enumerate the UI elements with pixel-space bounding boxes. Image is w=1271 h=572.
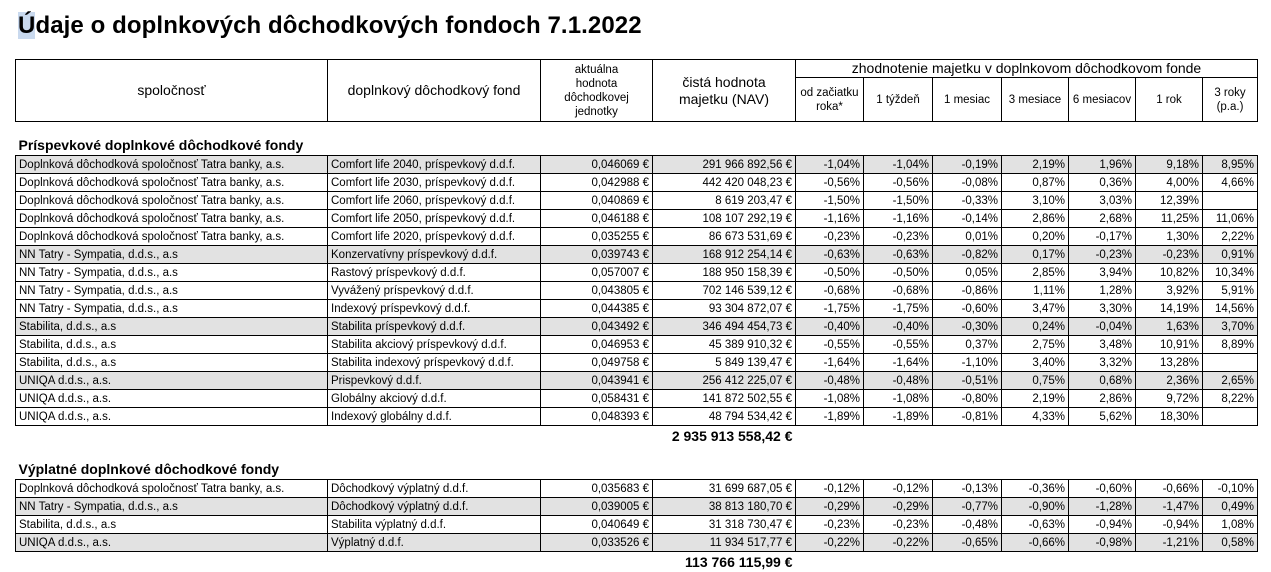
table-row: [16, 534, 1258, 552]
cell-1m: -0,19%: [933, 156, 1002, 174]
cell-3y: 3,70%: [1203, 318, 1258, 336]
cell-1w: -0,23%: [864, 228, 933, 246]
header-period: 1 rok: [1136, 78, 1203, 122]
cell-company: UNIQA d.d.s., a.s.: [16, 372, 328, 390]
cell-fund: Comfort life 2060, príspevkový d.d.f.: [328, 192, 541, 210]
cell-6m: 2,68%: [1069, 210, 1136, 228]
header-unit-value: aktuálna hodnota dôchodkovej jednotky: [541, 60, 653, 122]
cell-3y: 14,56%: [1203, 300, 1258, 318]
cell-unit-value: 0,049758 €: [541, 354, 653, 372]
cell-fund: Stabilita indexový príspevkový d.d.f.: [328, 354, 541, 372]
cell-1w: -1,64%: [864, 354, 933, 372]
cell-unit-value: 0,046188 €: [541, 210, 653, 228]
cell-3y: 8,95%: [1203, 156, 1258, 174]
cell-1m: -0,80%: [933, 390, 1002, 408]
cell-unit-value: 0,035683 €: [541, 480, 653, 498]
cell-1m: -0,13%: [933, 480, 1002, 498]
cell-nav: 702 146 539,12 €: [653, 282, 796, 300]
cell-3y: 8,89%: [1203, 336, 1258, 354]
cell-1m: -0,65%: [933, 534, 1002, 552]
cell-ytd: -0,48%: [796, 372, 864, 390]
cell-nav: 45 389 910,32 €: [653, 336, 796, 354]
cell-3m: 3,10%: [1002, 192, 1069, 210]
cell-1w: -1,50%: [864, 192, 933, 210]
cell-nav: 11 934 517,77 €: [653, 534, 796, 552]
cell-unit-value: 0,039743 €: [541, 246, 653, 264]
table-row: [16, 390, 1258, 408]
cell-company: Doplnková dôchodková spoločnosť Tatra banky, a.s.: [16, 228, 328, 246]
cell-company: NN Tatry - Sympatia, d.d.s., a.s: [16, 282, 328, 300]
cell-ytd: -1,08%: [796, 390, 864, 408]
cell-3m: 2,19%: [1002, 156, 1069, 174]
cell-1y: -1,21%: [1136, 534, 1203, 552]
cell-company: NN Tatry - Sympatia, d.d.s., a.s: [16, 300, 328, 318]
cell-unit-value: 0,057007 €: [541, 264, 653, 282]
section-total: 2 935 913 558,42 €: [653, 426, 796, 447]
cell-ytd: -1,16%: [796, 210, 864, 228]
cell-1y: 18,30%: [1136, 408, 1203, 426]
cell-3m: 4,33%: [1002, 408, 1069, 426]
table-row: [16, 174, 1258, 192]
cell-unit-value: 0,058431 €: [541, 390, 653, 408]
cell-fund: Prispevkový d.d.f.: [328, 372, 541, 390]
cell-1m: -0,48%: [933, 516, 1002, 534]
cell-company: Stabilita, d.d.s., a.s: [16, 318, 328, 336]
cell-6m: -0,60%: [1069, 480, 1136, 498]
cell-company: NN Tatry - Sympatia, d.d.s., a.s: [16, 498, 328, 516]
cell-1y: 11,25%: [1136, 210, 1203, 228]
cell-nav: 38 813 180,70 €: [653, 498, 796, 516]
cell-1w: -0,63%: [864, 246, 933, 264]
cell-1y: -0,23%: [1136, 246, 1203, 264]
cell-fund: Rastový príspevkový d.d.f.: [328, 264, 541, 282]
cell-1m: -0,81%: [933, 408, 1002, 426]
cell-1y: -1,47%: [1136, 498, 1203, 516]
cell-unit-value: 0,039005 €: [541, 498, 653, 516]
cell-company: NN Tatry - Sympatia, d.d.s., a.s: [16, 264, 328, 282]
cell-ytd: -0,63%: [796, 246, 864, 264]
cell-6m: 2,86%: [1069, 390, 1136, 408]
cell-nav: 188 950 158,39 €: [653, 264, 796, 282]
cell-nav: 256 412 225,07 €: [653, 372, 796, 390]
cell-unit-value: 0,046069 €: [541, 156, 653, 174]
cell-1m: -0,77%: [933, 498, 1002, 516]
cell-1y: 1,30%: [1136, 228, 1203, 246]
cell-company: Stabilita, d.d.s., a.s: [16, 354, 328, 372]
cell-fund: Globálny akciový d.d.f.: [328, 390, 541, 408]
cell-3y: [1203, 192, 1258, 210]
cell-1y: 4,00%: [1136, 174, 1203, 192]
cell-nav: 93 304 872,07 €: [653, 300, 796, 318]
cell-6m: 3,32%: [1069, 354, 1136, 372]
cell-1w: -0,50%: [864, 264, 933, 282]
cell-unit-value: 0,040869 €: [541, 192, 653, 210]
table-row: [16, 318, 1258, 336]
cell-1y: 9,18%: [1136, 156, 1203, 174]
cell-unit-value: 0,048393 €: [541, 408, 653, 426]
cell-1w: -0,56%: [864, 174, 933, 192]
cell-1w: -0,68%: [864, 282, 933, 300]
header-period: od začiatku roka*: [796, 78, 864, 122]
cell-3y: 2,22%: [1203, 228, 1258, 246]
cell-3m: 1,11%: [1002, 282, 1069, 300]
cell-company: Stabilita, d.d.s., a.s: [16, 336, 328, 354]
cell-6m: 3,30%: [1069, 300, 1136, 318]
cell-unit-value: 0,043805 €: [541, 282, 653, 300]
cell-1m: -0,86%: [933, 282, 1002, 300]
cell-fund: Dôchodkový výplatný d.d.f.: [328, 498, 541, 516]
cell-ytd: -1,64%: [796, 354, 864, 372]
header-nav: čistá hodnota majetku (NAV): [653, 60, 796, 122]
cell-unit-value: 0,040649 €: [541, 516, 653, 534]
cell-fund: Dôchodkový výplatný d.d.f.: [328, 480, 541, 498]
cell-ytd: -0,68%: [796, 282, 864, 300]
cell-1y: 9,72%: [1136, 390, 1203, 408]
header-period: 3 roky (p.a.): [1203, 78, 1258, 122]
cell-6m: -0,17%: [1069, 228, 1136, 246]
table-row: [16, 300, 1258, 318]
cell-nav: 442 420 048,23 €: [653, 174, 796, 192]
header-period: 3 mesiace: [1002, 78, 1069, 122]
header-period: 1 týždeň: [864, 78, 933, 122]
cell-unit-value: 0,033526 €: [541, 534, 653, 552]
cell-fund: Indexový príspevkový d.d.f.: [328, 300, 541, 318]
cell-ytd: -0,22%: [796, 534, 864, 552]
cell-1w: -1,89%: [864, 408, 933, 426]
header-period: 1 mesiac: [933, 78, 1002, 122]
cell-ytd: -0,29%: [796, 498, 864, 516]
cell-company: Doplnková dôchodková spoločnosť Tatra banky, a.s.: [16, 156, 328, 174]
table-row: [16, 516, 1258, 534]
cell-fund: Indexový globálny d.d.f.: [328, 408, 541, 426]
cell-6m: 1,96%: [1069, 156, 1136, 174]
cell-1w: -1,75%: [864, 300, 933, 318]
cell-company: Doplnková dôchodková spoločnosť Tatra banky, a.s.: [16, 210, 328, 228]
cell-1w: -0,22%: [864, 534, 933, 552]
cell-3m: -0,66%: [1002, 534, 1069, 552]
cell-company: UNIQA d.d.s., a.s.: [16, 390, 328, 408]
table-row: [16, 480, 1258, 498]
cell-3y: 10,34%: [1203, 264, 1258, 282]
cell-1w: -0,55%: [864, 336, 933, 354]
cell-1y: 3,92%: [1136, 282, 1203, 300]
header-row-top: [16, 60, 1258, 78]
section-title: Výplatné doplnkové dôchodkové fondy: [16, 458, 796, 480]
header-company: spoločnosť: [16, 60, 328, 122]
cell-nav: 86 673 531,69 €: [653, 228, 796, 246]
cell-company: Stabilita, d.d.s., a.s: [16, 516, 328, 534]
cell-unit-value: 0,043941 €: [541, 372, 653, 390]
table-row: [16, 246, 1258, 264]
cell-1w: -0,29%: [864, 498, 933, 516]
cell-1m: -0,33%: [933, 192, 1002, 210]
cell-3m: 2,75%: [1002, 336, 1069, 354]
cell-unit-value: 0,044385 €: [541, 300, 653, 318]
cell-3y: 5,91%: [1203, 282, 1258, 300]
cell-nav: 108 107 292,19 €: [653, 210, 796, 228]
cell-3m: 0,17%: [1002, 246, 1069, 264]
cell-1y: 1,63%: [1136, 318, 1203, 336]
table-row: [16, 354, 1258, 372]
cell-nav: 291 966 892,56 €: [653, 156, 796, 174]
cell-3m: -0,90%: [1002, 498, 1069, 516]
cell-1m: -1,10%: [933, 354, 1002, 372]
cell-3m: 3,47%: [1002, 300, 1069, 318]
cell-nav: 48 794 534,42 €: [653, 408, 796, 426]
table-row: [16, 264, 1258, 282]
table-row: [16, 192, 1258, 210]
cell-1w: -0,23%: [864, 516, 933, 534]
cell-nav: 168 912 254,14 €: [653, 246, 796, 264]
cell-6m: 0,68%: [1069, 372, 1136, 390]
cell-3y: -0,10%: [1203, 480, 1258, 498]
cell-3m: 2,19%: [1002, 390, 1069, 408]
title-rest: daje o doplnkových dôchodkových fondoch 7.1.2022: [35, 12, 641, 39]
title-first-letter: Ú: [18, 12, 35, 39]
cell-nav: 5 849 139,47 €: [653, 354, 796, 372]
cell-ytd: -0,55%: [796, 336, 864, 354]
table-row: [16, 210, 1258, 228]
cell-1y: 2,36%: [1136, 372, 1203, 390]
cell-6m: -0,98%: [1069, 534, 1136, 552]
cell-1m: -0,82%: [933, 246, 1002, 264]
funds-table: [15, 59, 1258, 572]
cell-3y: 0,58%: [1203, 534, 1258, 552]
cell-fund: Comfort life 2030, príspevkový d.d.f.: [328, 174, 541, 192]
section-total: 113 766 115,99 €: [653, 552, 796, 572]
cell-1w: -1,16%: [864, 210, 933, 228]
table-row: [16, 336, 1258, 354]
cell-fund: Stabilita príspevkový d.d.f.: [328, 318, 541, 336]
cell-fund: Vyvážený príspevkový d.d.f.: [328, 282, 541, 300]
cell-ytd: -0,12%: [796, 480, 864, 498]
cell-6m: -0,94%: [1069, 516, 1136, 534]
header-period: 6 mesiacov: [1069, 78, 1136, 122]
cell-company: UNIQA d.d.s., a.s.: [16, 534, 328, 552]
cell-1w: -0,40%: [864, 318, 933, 336]
cell-3m: 2,85%: [1002, 264, 1069, 282]
cell-1w: -0,48%: [864, 372, 933, 390]
cell-1w: -1,04%: [864, 156, 933, 174]
cell-1m: -0,14%: [933, 210, 1002, 228]
cell-6m: -0,23%: [1069, 246, 1136, 264]
cell-nav: 141 872 502,55 €: [653, 390, 796, 408]
cell-ytd: -1,50%: [796, 192, 864, 210]
cell-1m: 0,37%: [933, 336, 1002, 354]
page-title: [18, 12, 642, 40]
cell-3y: 1,08%: [1203, 516, 1258, 534]
cell-3m: -0,63%: [1002, 516, 1069, 534]
cell-ytd: -0,23%: [796, 228, 864, 246]
cell-ytd: -1,04%: [796, 156, 864, 174]
cell-unit-value: 0,046953 €: [541, 336, 653, 354]
cell-fund: Výplatný d.d.f.: [328, 534, 541, 552]
cell-unit-value: 0,035255 €: [541, 228, 653, 246]
cell-3m: 0,87%: [1002, 174, 1069, 192]
cell-1m: 0,05%: [933, 264, 1002, 282]
cell-3y: 8,22%: [1203, 390, 1258, 408]
cell-fund: Stabilita akciový príspevkový d.d.f.: [328, 336, 541, 354]
cell-ytd: -1,89%: [796, 408, 864, 426]
table-row: [16, 372, 1258, 390]
cell-3m: 0,75%: [1002, 372, 1069, 390]
cell-ytd: -0,50%: [796, 264, 864, 282]
cell-nav: 8 619 203,47 €: [653, 192, 796, 210]
cell-nav: 31 699 687,05 €: [653, 480, 796, 498]
cell-1y: 13,28%: [1136, 354, 1203, 372]
header-performance-group: zhodnotenie majetku v doplnkovom dôchodkovom fonde: [796, 60, 1258, 78]
cell-1y: 14,19%: [1136, 300, 1203, 318]
cell-company: UNIQA d.d.s., a.s.: [16, 408, 328, 426]
cell-1m: -0,51%: [933, 372, 1002, 390]
table-row: [16, 156, 1258, 174]
cell-1m: -0,60%: [933, 300, 1002, 318]
cell-1y: 12,39%: [1136, 192, 1203, 210]
table-row: [16, 282, 1258, 300]
cell-1y: -0,66%: [1136, 480, 1203, 498]
section-title: Príspevkové doplnkové dôchodkové fondy: [16, 134, 796, 156]
cell-ytd: -0,56%: [796, 174, 864, 192]
cell-3m: 3,40%: [1002, 354, 1069, 372]
cell-company: NN Tatry - Sympatia, d.d.s., a.s: [16, 246, 328, 264]
table-row: [16, 498, 1258, 516]
cell-unit-value: 0,042988 €: [541, 174, 653, 192]
cell-fund: Comfort life 2050, príspevkový d.d.f.: [328, 210, 541, 228]
cell-3m: 0,20%: [1002, 228, 1069, 246]
cell-1w: -1,08%: [864, 390, 933, 408]
cell-ytd: -0,23%: [796, 516, 864, 534]
cell-3y: [1203, 354, 1258, 372]
cell-1y: 10,91%: [1136, 336, 1203, 354]
cell-6m: 1,28%: [1069, 282, 1136, 300]
cell-3m: -0,36%: [1002, 480, 1069, 498]
cell-1m: -0,30%: [933, 318, 1002, 336]
cell-6m: 3,03%: [1069, 192, 1136, 210]
table-row: [16, 228, 1258, 246]
cell-6m: 3,94%: [1069, 264, 1136, 282]
cell-ytd: -1,75%: [796, 300, 864, 318]
cell-3m: 2,86%: [1002, 210, 1069, 228]
cell-3y: 2,65%: [1203, 372, 1258, 390]
cell-3y: 4,66%: [1203, 174, 1258, 192]
cell-3y: 0,91%: [1203, 246, 1258, 264]
cell-6m: 3,48%: [1069, 336, 1136, 354]
cell-company: Doplnková dôchodková spoločnosť Tatra banky, a.s.: [16, 192, 328, 210]
cell-1y: -0,94%: [1136, 516, 1203, 534]
cell-3y: [1203, 408, 1258, 426]
header-fund: doplnkový dôchodkový fond: [328, 60, 541, 122]
cell-fund: Comfort life 2020, príspevkový d.d.f.: [328, 228, 541, 246]
cell-1y: 10,82%: [1136, 264, 1203, 282]
cell-6m: -0,04%: [1069, 318, 1136, 336]
cell-1m: 0,01%: [933, 228, 1002, 246]
cell-6m: -1,28%: [1069, 498, 1136, 516]
cell-fund: Konzervatívny príspevkový d.d.f.: [328, 246, 541, 264]
cell-6m: 0,36%: [1069, 174, 1136, 192]
cell-fund: Comfort life 2040, príspevkový d.d.f.: [328, 156, 541, 174]
cell-3y: 11,06%: [1203, 210, 1258, 228]
cell-unit-value: 0,043492 €: [541, 318, 653, 336]
cell-1m: -0,08%: [933, 174, 1002, 192]
cell-nav: 346 494 454,73 €: [653, 318, 796, 336]
table-row: [16, 408, 1258, 426]
cell-company: Doplnková dôchodková spoločnosť Tatra banky, a.s.: [16, 480, 328, 498]
cell-ytd: -0,40%: [796, 318, 864, 336]
cell-fund: Stabilita výplatný d.d.f.: [328, 516, 541, 534]
cell-6m: 5,62%: [1069, 408, 1136, 426]
cell-3y: 0,49%: [1203, 498, 1258, 516]
cell-3m: 0,24%: [1002, 318, 1069, 336]
cell-nav: 31 318 730,47 €: [653, 516, 796, 534]
cell-1w: -0,12%: [864, 480, 933, 498]
cell-company: Doplnková dôchodková spoločnosť Tatra banky, a.s.: [16, 174, 328, 192]
